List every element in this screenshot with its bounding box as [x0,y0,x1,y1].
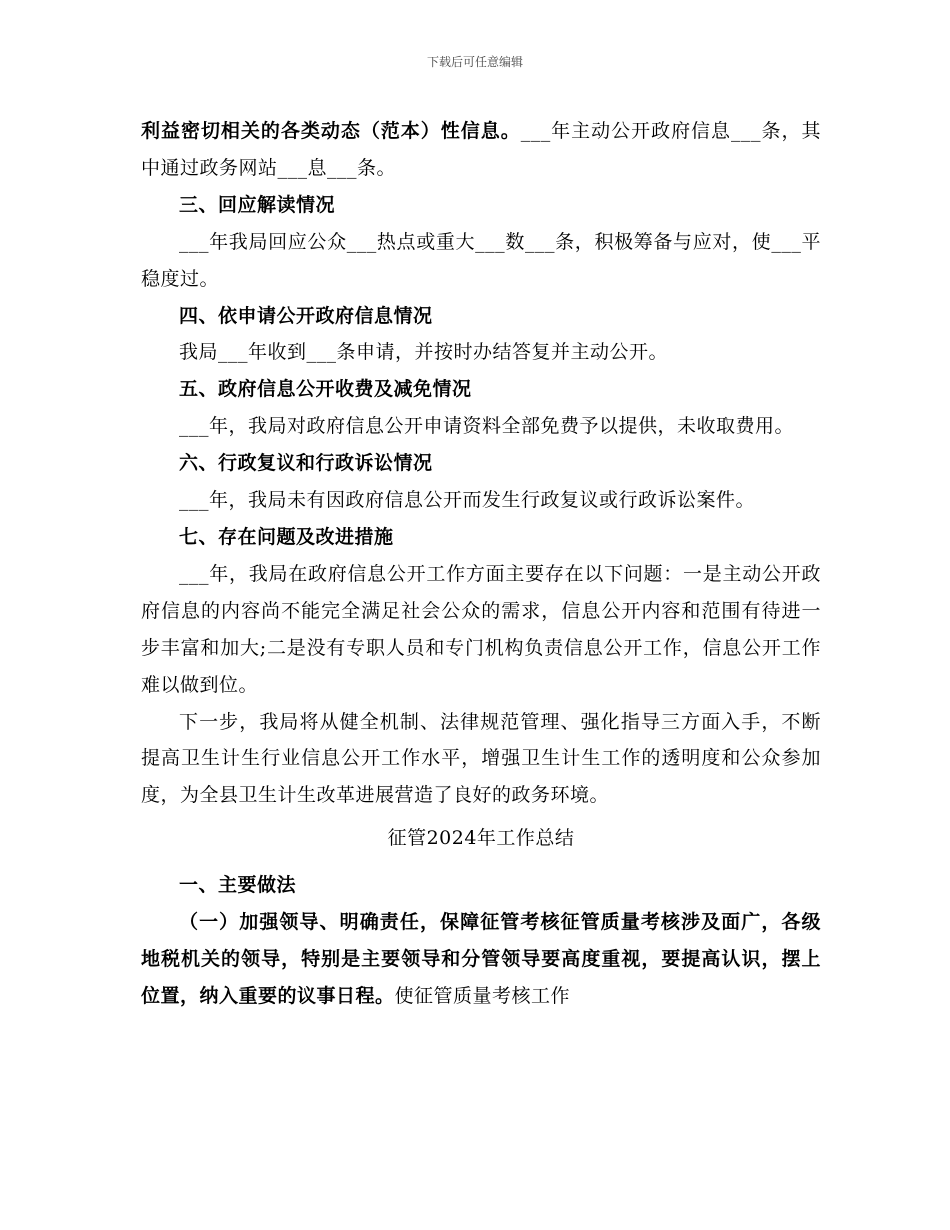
paragraph-9 [141,904,821,1015]
paragraph-9-rest: 使征管质量考核工作 [394,984,571,1007]
paragraph-4: 我局___年收到___条申请，并按时办结答复并主动公开。 [179,341,669,364]
paragraph-6: ___年，我局未有因政府信息公开而发生行政复议或行政诉讼案件。 [179,489,756,512]
paragraph-5: ___年，我局对政府信息公开申请资料全部免费予以提供，未收取费用。 [179,415,795,438]
document-body [141,113,821,1015]
heading-7: 七、存在问题及改进措施 [179,525,394,548]
paragraph-9-bold: （一）加强领导、明确责任，保障征管考核征管质量考核涉及面广，各级地税机关的领导，特别是主要领导和分管领导要高度重视，要提高认识，摆上位置，纳入重要的议事日程。 [141,911,821,1007]
paragraph-1-rest: ___年主动公开政府信息___条，其中通过政务网站___息___条。 [141,120,821,179]
heading-5: 五、政府信息公开收费及减免情况 [179,378,472,401]
paragraph-7: ___年，我局在政府信息公开工作方面主要存在以下问题：一是主动公开政府信息的内容尚不能完全满足社会公众的需求，信息公开内容和范围有待进一步丰富和加大;二是没有专职人员和专门机构负责信息公开工作，信息公开工作难以做到位。 [141,562,821,696]
paragraph-1 [141,113,821,187]
heading-main-practices: 一、主要做法 [179,874,297,897]
paragraph-1-bold: 利益密切相关的各类动态（范本）性信息。 [141,120,521,142]
paragraph-8: 下一步，我局将从健全机制、法律规范管理、强化指导三方面入手，不断提高卫生计生行业信息公开工作水平，增强卫生计生工作的透明度和公众参加度，为全县卫生计生改革进展营造了良好的政务环境。 [141,710,821,807]
heading-6: 六、行政复议和行政诉讼情况 [179,452,433,475]
heading-4: 四、依申请公开政府信息情况 [179,304,433,327]
section-title: 征管2024年工作总结 [387,827,575,850]
page-header: 下载后可任意编辑 [426,55,523,69]
heading-3: 三、回应解读情况 [179,193,336,216]
paragraph-3: ___年我局回应公众___热点或重大___数___条，积极筹备与应对，使___平稳度过。 [141,230,821,290]
